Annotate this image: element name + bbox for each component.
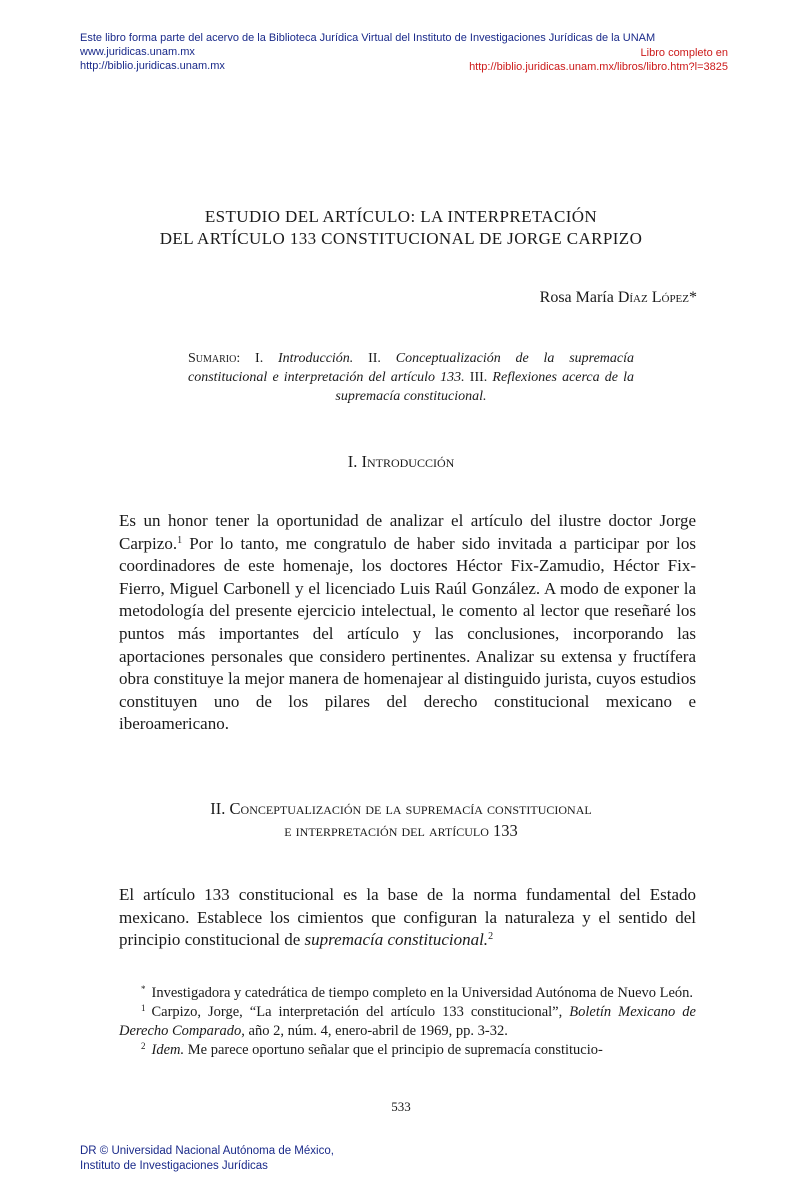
summary-num-3: III. [469,370,488,385]
footnotes [119,984,696,1060]
section-1-paragraph [119,510,696,736]
full-book-label: Libro completo en [640,47,728,59]
copyright-line-2: Instituto de Investigaciones Jurídicas [80,1160,268,1172]
section-1-heading: I. Introducción [347,452,455,471]
summary-part-3: Reflexiones acerca de la supremacía constitucional. [335,370,634,404]
repository-notice-text: Este libro forma parte del acervo de la Biblioteca Jurídica Virtual del Instituto de Investigaciones Jurídicas de la UNAM [80,32,656,44]
footnote-1-journal: Boletín Mexicano de Derecho Comparado [119,1004,696,1039]
title-line-2: DEL ARTÍCULO 133 CONSTITUCIONAL DE JORGE CARPIZO [159,229,643,248]
footnote-2-mark: 2 [141,1041,146,1051]
footnote-1-mark: 1 [141,1003,146,1013]
footnote-2-text: Me parece oportuno señalar que el principio de supremacía constitucio- [184,1042,603,1058]
summary-num-1: I. [255,351,264,366]
biblio-link[interactable]: http://biblio.juridicas.unam.mx [80,60,225,72]
section-2-heading [0,798,802,842]
footnote-ref-1: 1 [177,534,183,546]
author-line [540,289,697,307]
section-1-text-a: Es un honor tener la oportunidad de analizar el artículo del ilustre doctor Jorge Carpizo. [119,511,696,553]
author-surname: Díaz López [617,289,689,306]
section-2-heading-line-2: e interpretación del artículo 133 [284,821,518,840]
footnote-1-text-b: , año 2, núm. 4, enero-abril de 1969, pp. 3-32. [241,1023,508,1039]
section-2-heading-line-1: II. Conceptualización de la supremacía constitucional [210,799,592,818]
footnote-1-text-a: Carpizo, Jorge, “La interpretación del artículo 133 constitucional”, [151,1004,570,1020]
section-2-italic-term: supremacía constitucional. [304,930,489,950]
site-link[interactable]: www.juridicas.unam.mx [80,46,195,58]
full-book-link[interactable]: http://biblio.juridicas.unam.mx/libros/libro.htm?l=3825 [469,61,728,73]
section-2-paragraph [119,884,696,952]
summary-label: Sumario: [188,351,241,366]
title-line-1: ESTUDIO DEL ARTÍCULO: LA INTERPRETACIÓN [204,207,598,226]
footnote-2 [119,1041,696,1060]
footnote-author-text: Investigadora y catedrática de tiempo completo en la Universidad Autónoma de Nuevo León. [151,985,694,1001]
author-footnote-mark: * [689,289,697,306]
footnote-2-idem: Idem. [151,1042,185,1058]
copyright-line-1: DR © Universidad Nacional Autónoma de México, [80,1145,334,1157]
summary-part-2: Conceptualización de la supremacía constitucional e interpretación del artículo 133. [188,351,635,385]
summary-block [188,349,634,406]
section-2-text-a: El artículo 133 constitucional es la base de la norma fundamental del Estado mexicano. Establece los cimientos que configuran la naturaleza y el sentido del principio constitucional de [119,885,696,950]
author-given-name: Rosa María [539,289,614,306]
footnote-author-mark: * [141,984,146,994]
footnote-1 [119,1003,696,1041]
footnote-ref-2: 2 [488,931,494,943]
summary-part-1: Introducción. [278,351,354,366]
footnote-author [119,984,696,1003]
copyright-footer [80,1144,334,1174]
full-book-notice [469,46,728,74]
page-number: 533 [391,1099,411,1114]
article-title [0,206,802,250]
summary-num-2: II. [368,351,381,366]
section-1-text-b: Por lo tanto, me congratulo de haber sido invitada a participar por los coordinadores de este homenaje, los doctores Héctor Fix-Zamudio, Héctor Fix-Fierro, Miguel Carbonell y el licenciado Luis Raúl González. A modo de exponer la metodología del presente ejercicio intelectual, le comento al lector que reseñaré los puntos más importantes del artículo y las conclusiones, incorporando las aportaciones personales que considero pertinentes. Analizar su extensa y fructífera obra constituye la mejor manera de homenajear al distinguido jurista, cuyos estudios constituyen uno de los pilares del derecho constitucional mexicano e iberoamericano. [119,533,696,734]
